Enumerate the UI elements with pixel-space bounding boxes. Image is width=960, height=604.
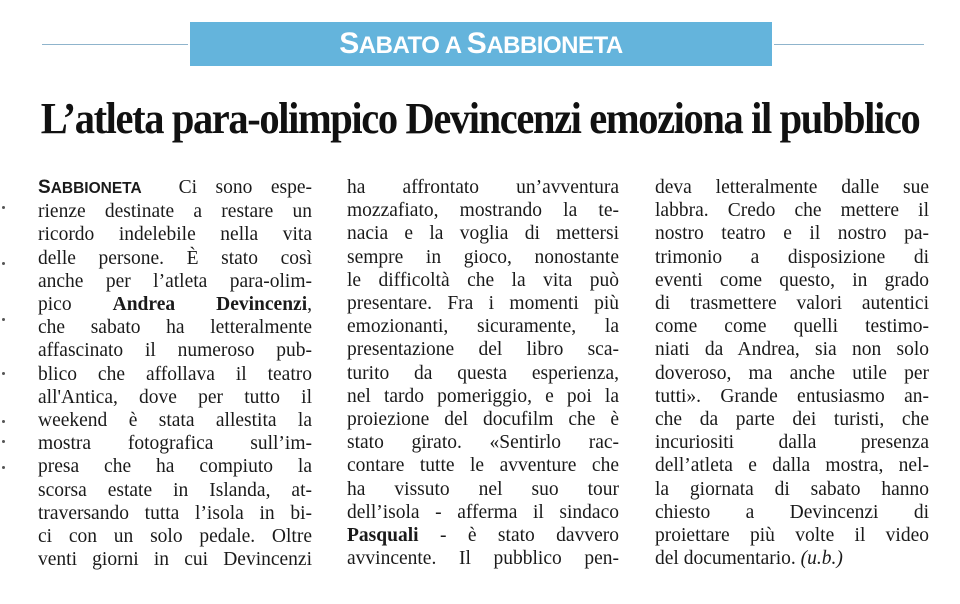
article-line: mostra fotografica sull’im- <box>38 433 312 455</box>
article-line: tutti». Grande entusiasmo an- <box>655 385 929 407</box>
article-line: ha vissuto nel suo tour <box>347 478 619 500</box>
article-line: eventi come questo, in grado <box>655 269 929 291</box>
article-line: presentazione del libro sca- <box>347 339 619 361</box>
article-line: nel tardo pomeriggio, e poi la <box>347 385 619 407</box>
article-line: turito da questa esperienza, <box>347 362 619 384</box>
section-kicker: SABATO A SABBIONETA <box>190 22 772 66</box>
article-line: traversando tutta l’isola in bi- <box>38 502 312 524</box>
article-line: presentare. Fra i momenti più <box>347 293 619 315</box>
kicker-rule-left <box>42 44 188 45</box>
article-line: dell’atleta e dalla mostra, nel- <box>655 455 929 477</box>
edge-mark <box>2 318 5 321</box>
article-line: ha affrontato un’avventura <box>347 177 619 198</box>
article-line: la giornata di sabato hanno <box>655 478 929 500</box>
article-line: SABBIONETA Ci sono espe- <box>38 177 312 198</box>
article-line: le difficoltà che la vita può <box>347 269 619 291</box>
article-line: come come quelli testimo- <box>655 316 929 338</box>
article-line: che da parte dei turisti, che <box>655 409 929 431</box>
article-line: rienze destinate a restare un <box>38 201 312 223</box>
article-line: all'Antica, dove per tutto il <box>38 386 312 408</box>
kicker-rule-right <box>774 44 924 45</box>
edge-mark <box>2 466 5 469</box>
article-line: incuriositi dalla presenza <box>655 432 929 454</box>
edge-mark <box>2 440 5 443</box>
article-line: contare tutte le avventure che <box>347 455 619 477</box>
article-line: che sabato ha letteralmente <box>38 317 312 339</box>
article-column-3 <box>655 176 929 570</box>
article-line: niati da Andrea, sia non solo <box>655 339 929 361</box>
article-line: di trasmettere valori autentici <box>655 293 929 315</box>
edge-mark <box>2 262 5 265</box>
article-line: deva letteralmente dalle sue <box>655 177 929 198</box>
article-line: labbra. Credo che mettere il <box>655 200 929 222</box>
article-line: scorsa estate in Islanda, at- <box>38 479 312 501</box>
article-line: proiezione del docufilm che è <box>347 409 619 431</box>
article-line: del documentario. (u.b.) <box>655 548 843 570</box>
article-line: trimonio a disposizione di <box>655 246 929 268</box>
article-line: presa che ha compiuto la <box>38 456 312 478</box>
edge-mark <box>2 206 5 209</box>
article-line: proiettare più volte il video <box>655 525 929 547</box>
article-column-1 <box>38 176 312 571</box>
article-line: avvincente. Il pubblico pen- <box>347 548 619 570</box>
article-line: affascinato il numeroso pub- <box>38 340 312 362</box>
article-line: Pasquali - è stato davvero <box>347 525 619 547</box>
article-line: emozionanti, sicuramente, la <box>347 316 619 338</box>
article-line: mozzafiato, mostrando la te- <box>347 200 619 222</box>
byline: (u.b.) <box>800 548 843 570</box>
bold-name: Pasquali <box>347 525 419 547</box>
article-line: ci con un solo pedale. Oltre <box>38 526 312 548</box>
article-line: stato girato. «Sentirlo rac- <box>347 432 619 454</box>
article-line: pico Andrea Devincenzi, <box>38 294 312 316</box>
article-line: nacia e la voglia di mettersi <box>347 223 619 245</box>
article-line: chiesto a Devincenzi di <box>655 501 929 523</box>
article-line: dell’isola - afferma il sindaco <box>347 501 619 523</box>
headline: L’atleta para-olimpico Devincenzi emoziona il pubblico <box>40 94 920 143</box>
article-column-2 <box>347 176 619 570</box>
edge-mark <box>2 420 5 423</box>
dateline: SABBIONETA <box>38 177 142 198</box>
article-line: blico che affollava il teatro <box>38 363 312 385</box>
edge-mark <box>2 372 5 375</box>
article-line: anche per l’atleta para-olim- <box>38 270 312 292</box>
article-line: delle persone. È stato così <box>38 247 312 269</box>
article-line: weekend è stata allestita la <box>38 410 312 432</box>
article-line: nostro teatro e il nostro pa- <box>655 223 929 245</box>
article-line: sempre in gioco, nonostante <box>347 246 619 268</box>
article-line: venti giorni in cui Devincenzi <box>38 549 312 571</box>
bold-name: Andrea Devincenzi <box>112 294 308 316</box>
article-line: doveroso, ma anche utile per <box>655 362 929 384</box>
article-line: ricordo indelebile nella vita <box>38 224 312 246</box>
